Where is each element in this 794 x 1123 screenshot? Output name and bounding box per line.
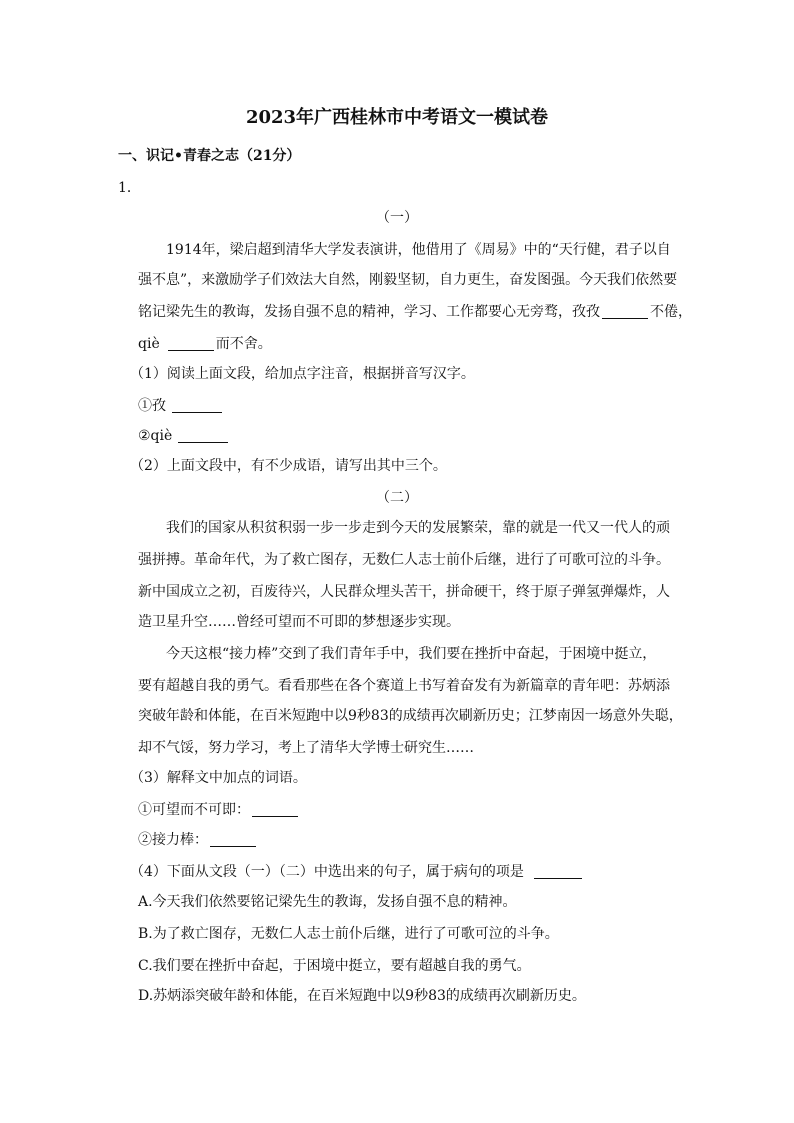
section-heading: 一、识记•青春之志（21分） — [118, 148, 301, 164]
sub-question: （1）阅读上面文段，给加点字注音，根据拼音写汉字。 — [130, 366, 475, 382]
paragraph-line: 强不息”，来激励学子们效法大自然，刚毅坚韧，自力更生，奋发图强。今天我们依然要 — [138, 272, 678, 288]
answer-blank[interactable] — [168, 336, 214, 351]
paragraph-text: 而不舍。 — [215, 336, 272, 352]
paragraph-line: 要有超越自我的勇气。看看那些在各个赛道上书写着奋发有为新篇章的青年吧：苏炳添 — [138, 678, 670, 694]
paragraph-line: 我们的国家从积贫积弱一步一步走到今天的发展繁荣，靠的就是一代又一代人的顽 — [166, 520, 670, 536]
sub-question: （3）解释文中加点的词语。 — [130, 770, 307, 786]
option-b: B.为了救亡图存，无数仁人志士前仆后继，进行了可歌可泣的斗争。 — [138, 926, 559, 942]
answer-label: ①孜 — [138, 398, 166, 414]
answer-blank[interactable] — [210, 832, 256, 847]
answer-label: ②接力棒： — [138, 832, 208, 848]
answer-label: ①可望而不可即： — [138, 802, 250, 818]
part-one-heading: （一） — [376, 210, 418, 226]
paragraph-line: 造卫星升空……曾经可望而不可即的梦想逐步实现。 — [138, 614, 460, 630]
option-d: D.苏炳添突破年龄和体能，在百米短跑中以9秒83的成绩再次刷新历史。 — [138, 988, 586, 1004]
option-a: A.今天我们依然要铭记梁先生的教诲，发扬自强不息的精神。 — [138, 894, 517, 910]
option-c: C.我们要在挫折中奋起，于困境中挺立，要有超越自我的勇气。 — [138, 958, 531, 974]
answer-line — [138, 426, 230, 446]
answer-blank[interactable] — [178, 428, 228, 443]
paragraph-line: 突破年龄和体能，在百米短跑中以9秒83的成绩再次刷新历史；江梦南因一场意外失聪， — [138, 708, 683, 724]
answer-line — [138, 396, 224, 416]
paragraph-line: 强拼搏。革命年代，为了救亡图存，无数仁人志士前仆后继，进行了可歌可泣的斗争。 — [138, 552, 670, 568]
page-title: 2023年广西桂林市中考语文一模试卷 — [245, 107, 549, 128]
answer-blank[interactable] — [252, 802, 298, 817]
paragraph-line: 1914年，梁启超到清华大学发表演讲，他借用了《周易》中的“天行健，君子以自 — [166, 242, 671, 258]
answer-line — [138, 830, 258, 850]
paragraph-text: 不倦， — [650, 304, 692, 320]
paragraph-line — [138, 334, 272, 354]
answer-blank[interactable] — [172, 398, 222, 413]
paragraph-text: 铭记梁先生的教诲，发扬自强不息的精神，学习、工作都要心无旁骛，孜孜 — [138, 304, 600, 320]
answer-blank[interactable] — [602, 304, 648, 319]
paragraph-line: 新中国成立之初，百废待兴，人民群众埋头苦干，拼命硬干，终于原子弹氢弹爆炸，人 — [138, 584, 670, 600]
question-number: 1． — [118, 180, 141, 196]
sub-question — [130, 862, 584, 882]
answer-line — [138, 800, 300, 820]
sub-question-text: （4）下面从文段（一）（二）中选出来的句子，属于病句的项是 — [130, 864, 524, 880]
paragraph-line: 却不气馁，努力学习，考上了清华大学博士研究生…… — [138, 740, 474, 756]
pinyin-text: qiè — [138, 336, 160, 352]
paragraph-line: 今天这根“接力棒”交到了我们青年手中，我们要在挫折中奋起，于困境中挺立， — [166, 646, 657, 662]
answer-blank[interactable] — [534, 864, 582, 879]
part-two-heading: （二） — [376, 490, 418, 506]
paragraph-line — [138, 302, 692, 322]
answer-label: ②qiè — [138, 428, 173, 444]
sub-question: （2）上面文段中，有不少成语，请写出其中三个。 — [130, 458, 447, 474]
